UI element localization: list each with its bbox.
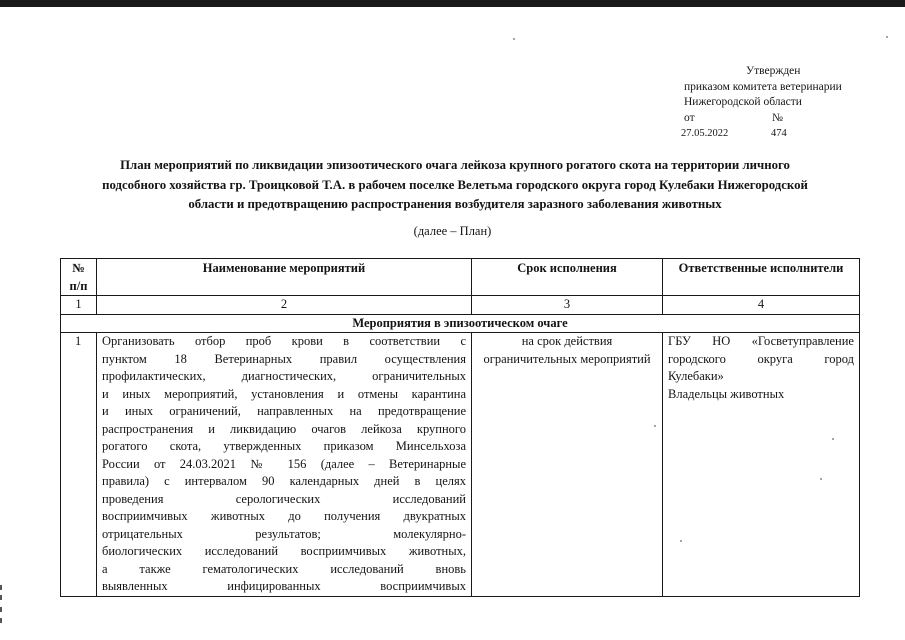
executor-line: Кулебаки» — [668, 369, 724, 383]
column-number: 2 — [97, 296, 472, 315]
activity-line: распространения и ликвидацию очагов лейкоза крупного — [102, 421, 466, 436]
header-num: № п/п — [61, 259, 97, 296]
approval-no-label: № — [772, 111, 783, 124]
activity-line: Организовать отбор проб крови в соответствии с — [102, 334, 466, 348]
row-executors — [663, 333, 860, 597]
header-term: Срок исполнения — [472, 259, 663, 296]
activity-line: проведения серологических исследований — [102, 491, 466, 506]
activity-line: пунктом 18 Ветеринарных правил осуществления — [102, 351, 466, 366]
activity-line: восприимчивых животных до получения двукратных — [102, 509, 466, 523]
scan-speck — [886, 36, 888, 38]
activity-line: рогатого скота, утвержденных приказом Минсельхоза — [102, 439, 466, 453]
scan-left-marks — [0, 585, 3, 625]
executor-line: городского округа город — [668, 351, 854, 366]
activity-line: и иных ограничений, направленных на предотвращение — [102, 404, 466, 418]
section-title: Мероприятия в эпизоотическом очаге — [61, 314, 860, 333]
column-number: 4 — [663, 296, 860, 315]
activity-line: правила) с интервалом 90 календарных дней в целях — [102, 474, 466, 488]
activity-line: России от 24.03.2021 № 156 (далее – Ветеринарные — [102, 456, 466, 471]
approval-stamp — [681, 64, 842, 142]
approval-order: приказом комитета ветеринарии — [684, 80, 842, 93]
approval-from-label: от — [684, 111, 695, 124]
column-number-row — [61, 296, 860, 315]
activity-line: и иных мероприятий, установления и отмены карантина — [102, 386, 466, 401]
document-subtitle: (далее – План) — [413, 224, 492, 238]
activity-line: выявленных инфицированных восприимчивых — [102, 579, 466, 593]
activity-line: а также гематологических исследований вновь — [102, 561, 466, 576]
plan-table — [60, 258, 860, 597]
activity-line: биологических исследований восприимчивых животных, — [102, 544, 466, 558]
approval-from-row — [684, 111, 842, 127]
approval-date: 27.05.2022 — [681, 128, 729, 139]
header-name: Наименование мероприятий — [97, 259, 472, 296]
section-row — [61, 314, 860, 333]
title-line: области и предотвращению распространения возбудителя заразного заболевания животных — [188, 197, 722, 211]
scan-top-border — [0, 0, 905, 7]
row-term: на срок действия ограничительных мероприятий — [472, 333, 663, 597]
approval-number: 474 — [771, 128, 787, 139]
column-number: 3 — [472, 296, 663, 315]
activity-line: профилактических, диагностических, ограничительных — [102, 369, 466, 383]
document-title — [40, 156, 870, 215]
approval-title: Утвержден — [746, 65, 801, 77]
row-activity — [97, 333, 472, 597]
column-number: 1 — [61, 296, 97, 315]
activity-line: отрицательных результатов; молекулярно- — [102, 526, 466, 541]
title-line: План мероприятий по ликвидации эпизоотического очага лейкоза крупного рогатого скота на территории личного — [120, 158, 790, 172]
approval-region: Нижегородской области — [684, 96, 802, 108]
executor-line: ГБУ НО «Госветуправление — [668, 334, 854, 348]
approval-date-row — [681, 126, 842, 142]
table-row — [61, 333, 860, 597]
table-header-row — [61, 259, 860, 296]
executor-line: Владельцы животных — [668, 386, 785, 401]
row-number: 1 — [61, 333, 97, 597]
title-line: подсобного хозяйства гр. Троицковой Т.А. в рабочем поселке Велетьма городского округа город Кулебаки Нижегородской — [102, 177, 808, 192]
header-exec: Ответственные исполнители — [663, 259, 860, 296]
scan-speck — [513, 38, 515, 40]
